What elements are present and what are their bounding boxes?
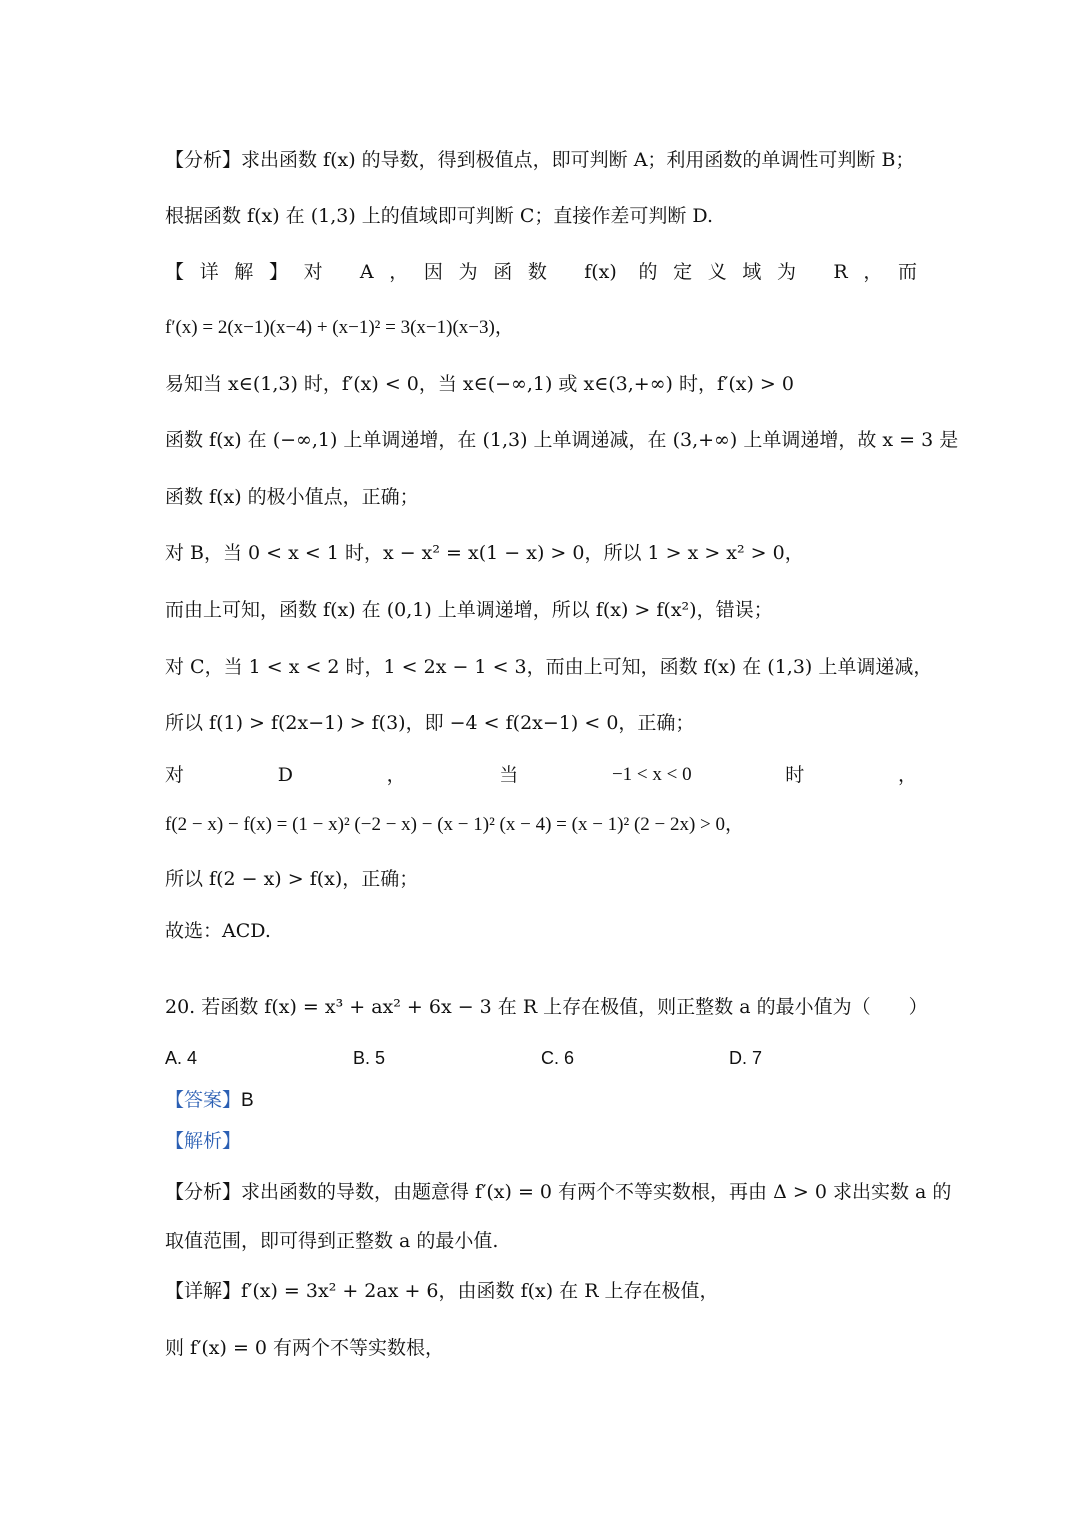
d-word: 时 xyxy=(785,764,805,786)
d-word: D xyxy=(277,764,293,786)
prev-detail-line-8: 对 C，当 1 < x < 2 时，1 < 2x − 1 < 3，而由上可知，函数 f(x) 在 (1,3) 上单调递减， xyxy=(165,656,933,678)
question-analysis-line-2: 取值范围，即可得到正整数 a 的最小值. xyxy=(165,1230,499,1252)
question-detail-line-2: 则 f′(x) = 0 有两个不等实数根， xyxy=(165,1337,445,1359)
d-word: ， xyxy=(386,764,406,786)
prev-detail-line-7: 而由上可知，函数 f(x) 在 (0,1) 上单调递增，所以 f(x) > f(x²)，错误； xyxy=(165,599,773,621)
question-detail-line-1: 【详解】f′(x) = 3x² + 2ax + 6，由函数 f(x) 在 R 上存在极值， xyxy=(165,1280,719,1302)
option-c: C. 6 xyxy=(541,1048,575,1068)
d-word: 对 xyxy=(165,764,185,786)
answer-label: 【答案】 xyxy=(165,1089,242,1111)
prev-detail-line-5: 函数 f(x) 的极小值点，正确； xyxy=(165,486,419,508)
option-d: D. 7 xyxy=(729,1048,763,1068)
prev-d-conclusion: 所以 f(2 − x) > f(x)，正确； xyxy=(165,868,419,890)
prev-detail-line-6: 对 B，当 0 < x < 1 时，x − x² = x(1 − x) > 0，所以 1 > x > x² > 0， xyxy=(165,542,804,564)
prev-detail-line-9: 所以 f(1) > f(2x−1) > f(3)，即 −4 < f(2x−1) < 0，正确； xyxy=(165,712,695,734)
prev-detail-line-1: 【详解】对 A，因为函数 f(x) 的定义域为 R，而 xyxy=(165,261,917,283)
d-word: −1 < x < 0 xyxy=(611,764,692,785)
prev-d-formula: f(2 − x) − f(x) = (1 − x)² (−2 − x) − (x − 1)² (x − 4) = (x − 1)² (2 − 2x) > 0， xyxy=(165,814,745,835)
prev-choice: 故选：ACD. xyxy=(165,920,271,942)
option-a: A. 4 xyxy=(165,1048,198,1068)
question-options xyxy=(165,1043,917,1073)
option-b: B. 5 xyxy=(353,1048,386,1068)
prev-analysis-line-1: 【分析】求出函数 f(x) 的导数，得到极值点，即可判断 A；利用函数的单调性可判断 B； xyxy=(165,149,915,171)
prev-detail-line-3: 易知当 x∈(1,3) 时，f′(x) < 0，当 x∈(−∞,1) 或 x∈(3,+∞) 时，f′(x) > 0 xyxy=(165,373,794,395)
prev-detail-formula-1: f′(x) = 2(x−1)(x−4) + (x−1)² = 3(x−1)(x−3)， xyxy=(165,317,514,338)
d-word: 当 xyxy=(499,764,519,786)
answer-value: B xyxy=(241,1090,254,1111)
prev-detail-d-line xyxy=(165,760,917,790)
prev-analysis-line-2: 根据函数 f(x) 在 (1,3) 上的值域即可判断 C；直接作差可判断 D. xyxy=(165,205,713,227)
d-word: ， xyxy=(897,764,917,786)
answer-line xyxy=(165,1085,917,1116)
explain-label: 【解析】 xyxy=(165,1130,242,1152)
prev-detail-line-4: 函数 f(x) 在 (−∞,1) 上单调递增，在 (1,3) 上单调递减，在 (3,+∞) 上单调递增，故 x = 3 是 xyxy=(165,429,959,451)
question-stem: 20. 若函数 f(x) = x³ + ax² + 6x − 3 在 R 上存在极值，则正整数 a 的最小值为（ ） xyxy=(165,996,928,1018)
question-analysis-line-1: 【分析】求出函数的导数，由题意得 f′(x) = 0 有两个不等实数根，再由 Δ > 0 求出实数 a 的 xyxy=(165,1181,952,1203)
